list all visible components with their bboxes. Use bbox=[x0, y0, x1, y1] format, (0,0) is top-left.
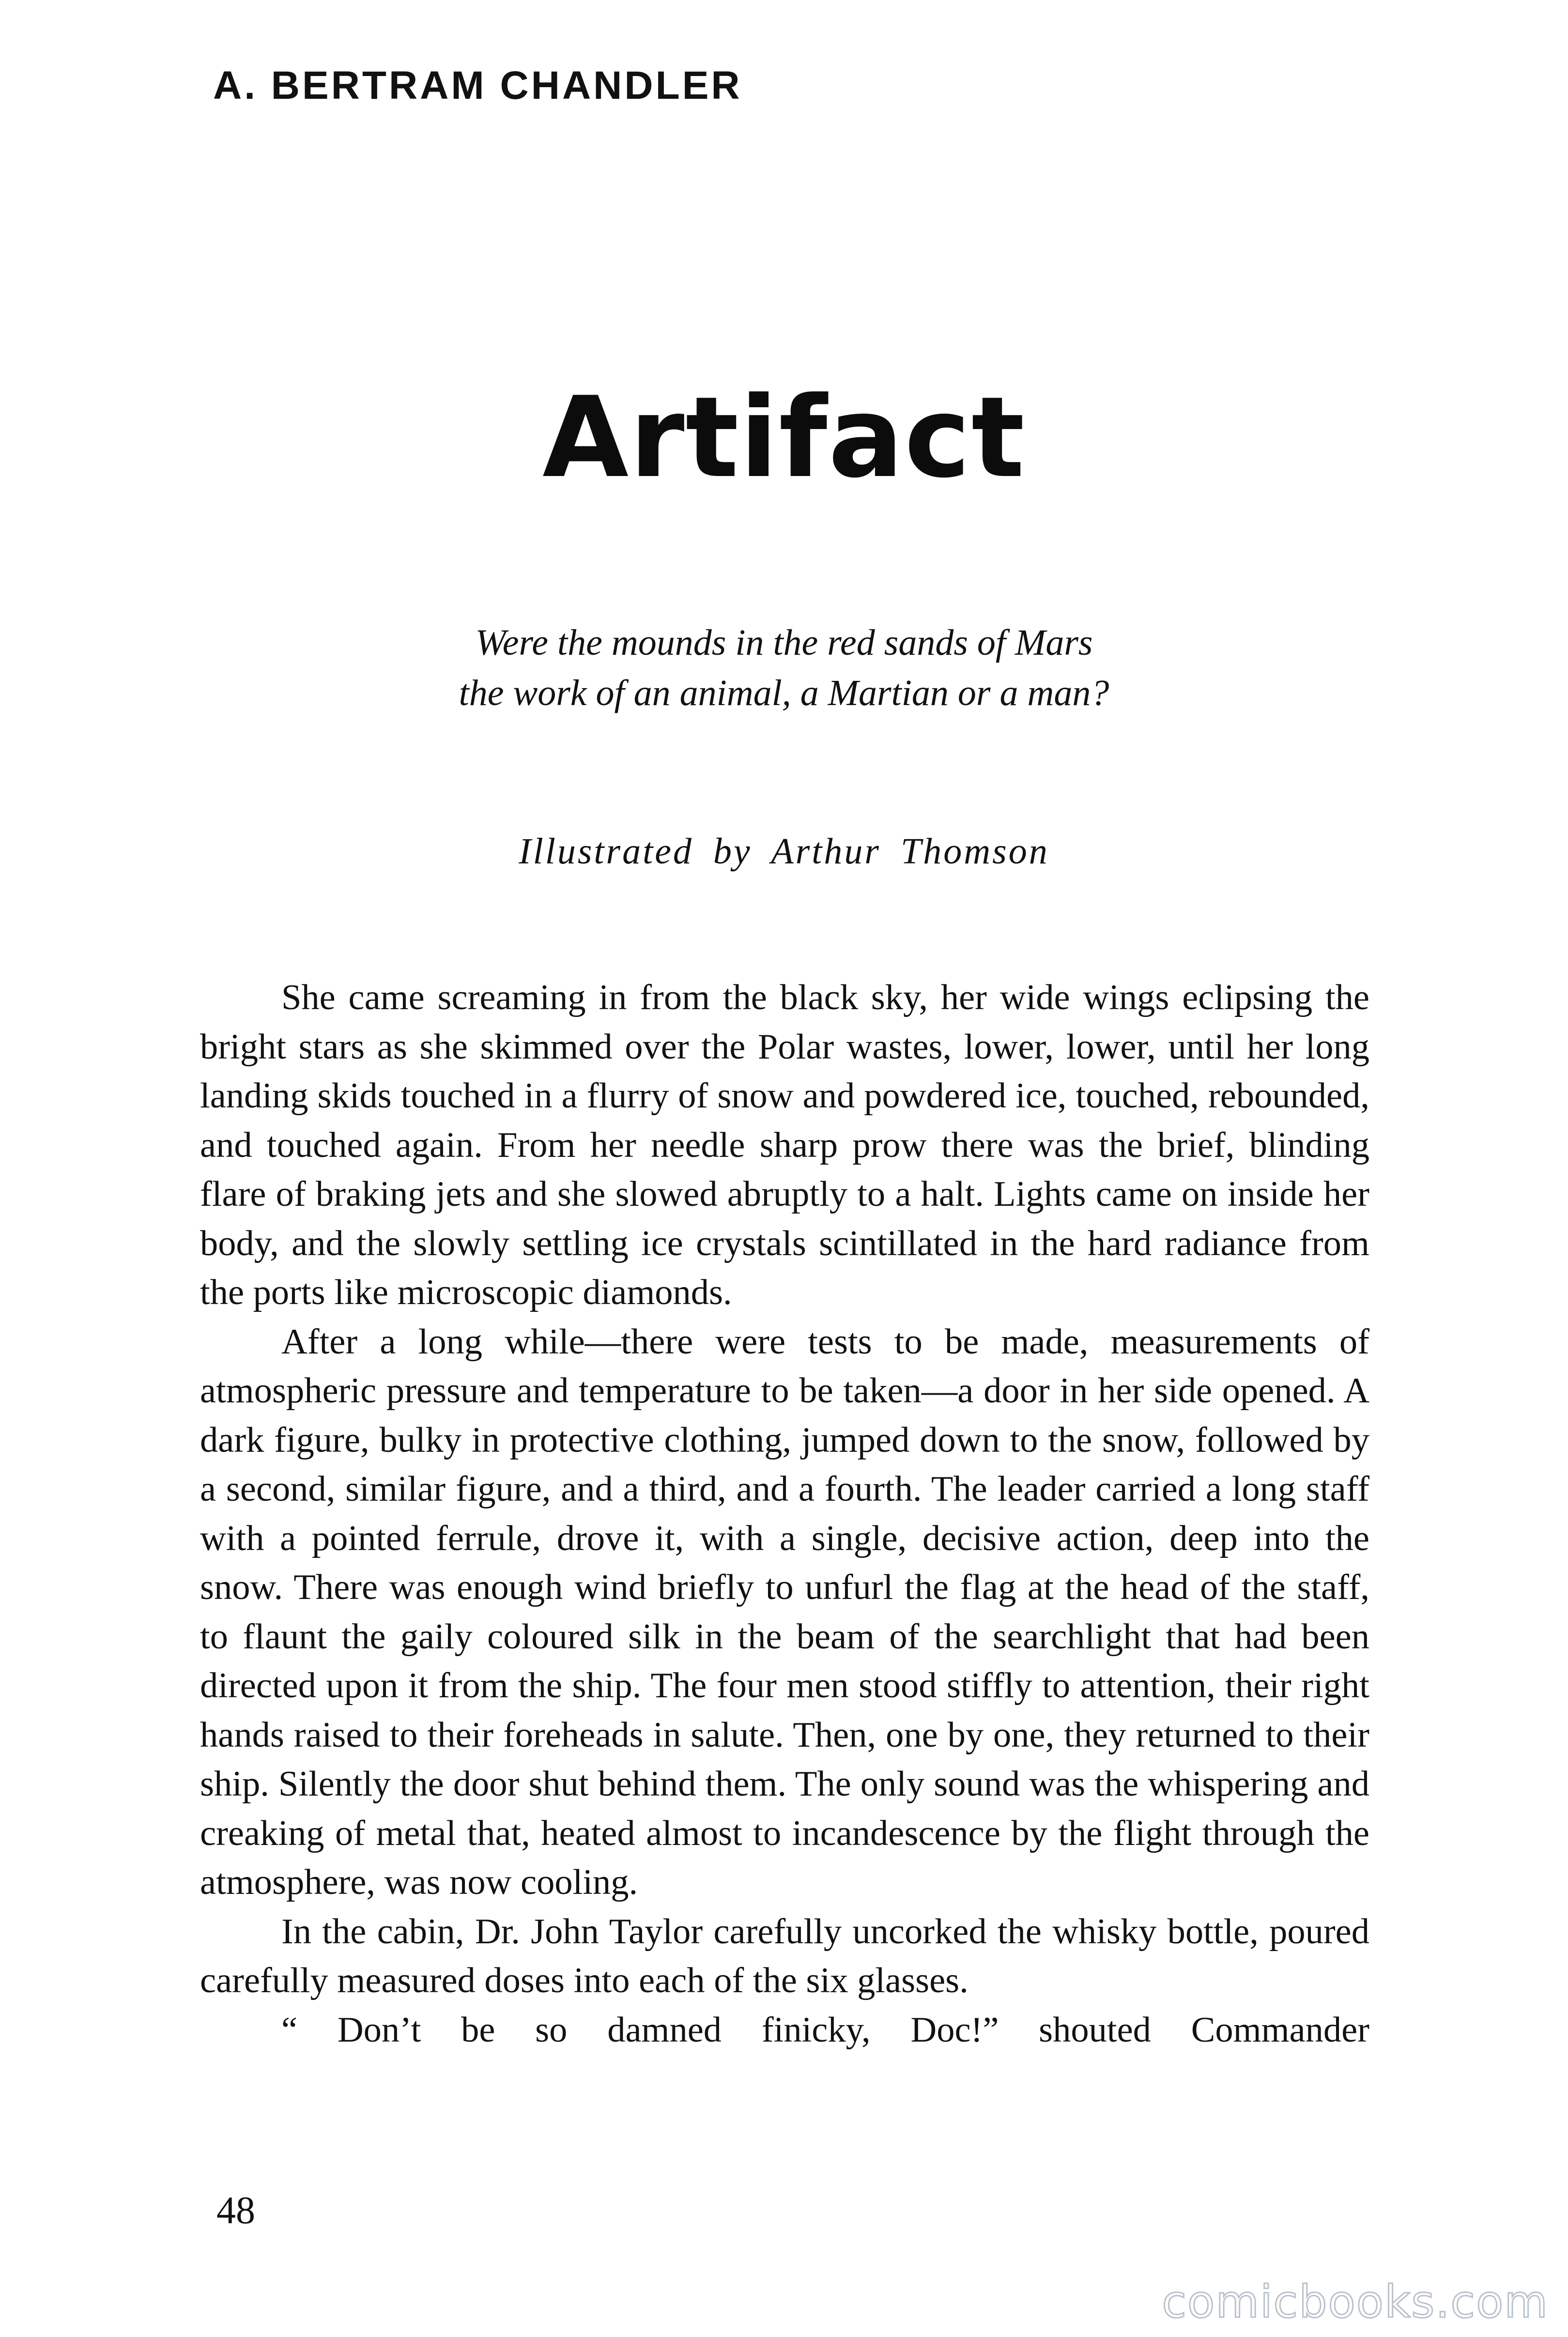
site-watermark: comicbooks.com bbox=[1162, 2276, 1549, 2328]
story-subtitle bbox=[0, 617, 1568, 718]
paragraph: She came screaming in from the black sky, her wide wings eclipsing the bright stars as she skimmed over the Polar wastes, lower, lower, until her long landing skids touched in a flurry of snow and powdered ice, touched, rebounded, and touched again. From her needle sharp prow there was the brief, blinding flare of braking jets and she slowed abruptly to a halt. Lights came on inside her body, and the slowly settling ice crystals scintillated in the hard radiance from the ports like microscopic diamonds. bbox=[200, 978, 1369, 1312]
illustrator-credit: Illustrated by Arthur Thomson bbox=[519, 831, 1049, 872]
page-number: 48 bbox=[216, 2189, 255, 2232]
paragraph: After a long while—there were tests to be made, measurements of atmospheric pressure and temperature to be taken—a door in her side opened. A dark figure, bulky in protective clothing, jumped down to the snow, followed by a second, similar figure, and a third, and a fourth. The leader carried a long staff with a pointed ferrule, drove it, with a single, decisive action, deep into the snow. There was enough wind briefly to unfurl the flag at the head of the staff, to flaunt the gaily coloured silk in the beam of the searchlight that had been directed upon it from the ship. The four men stood stiffly to attention, their right hands raised to their foreheads in salute. Then, one by one, they returned to their ship. Silently the door shut behind them. The only sound was the whispering and creaking of metal that, heated almost to incandescence by the flight through the atmosphere, was now cooling. bbox=[200, 1322, 1369, 1902]
subtitle-line: Were the mounds in the red sands of Mars bbox=[475, 622, 1093, 663]
story-body bbox=[200, 973, 1369, 2055]
author-byline: A. BERTRAM CHANDLER bbox=[213, 63, 742, 108]
story-title: Artifact bbox=[542, 373, 1026, 503]
paragraph: “ Don’t be so damned finicky, Doc!” shouted Commander bbox=[281, 2010, 1369, 2050]
paragraph: In the cabin, Dr. John Taylor carefully uncorked the whisky bottle, poured carefully measured doses into each of the six glasses. bbox=[200, 1911, 1369, 2000]
subtitle-line: the work of an animal, a Martian or a man? bbox=[459, 673, 1109, 713]
